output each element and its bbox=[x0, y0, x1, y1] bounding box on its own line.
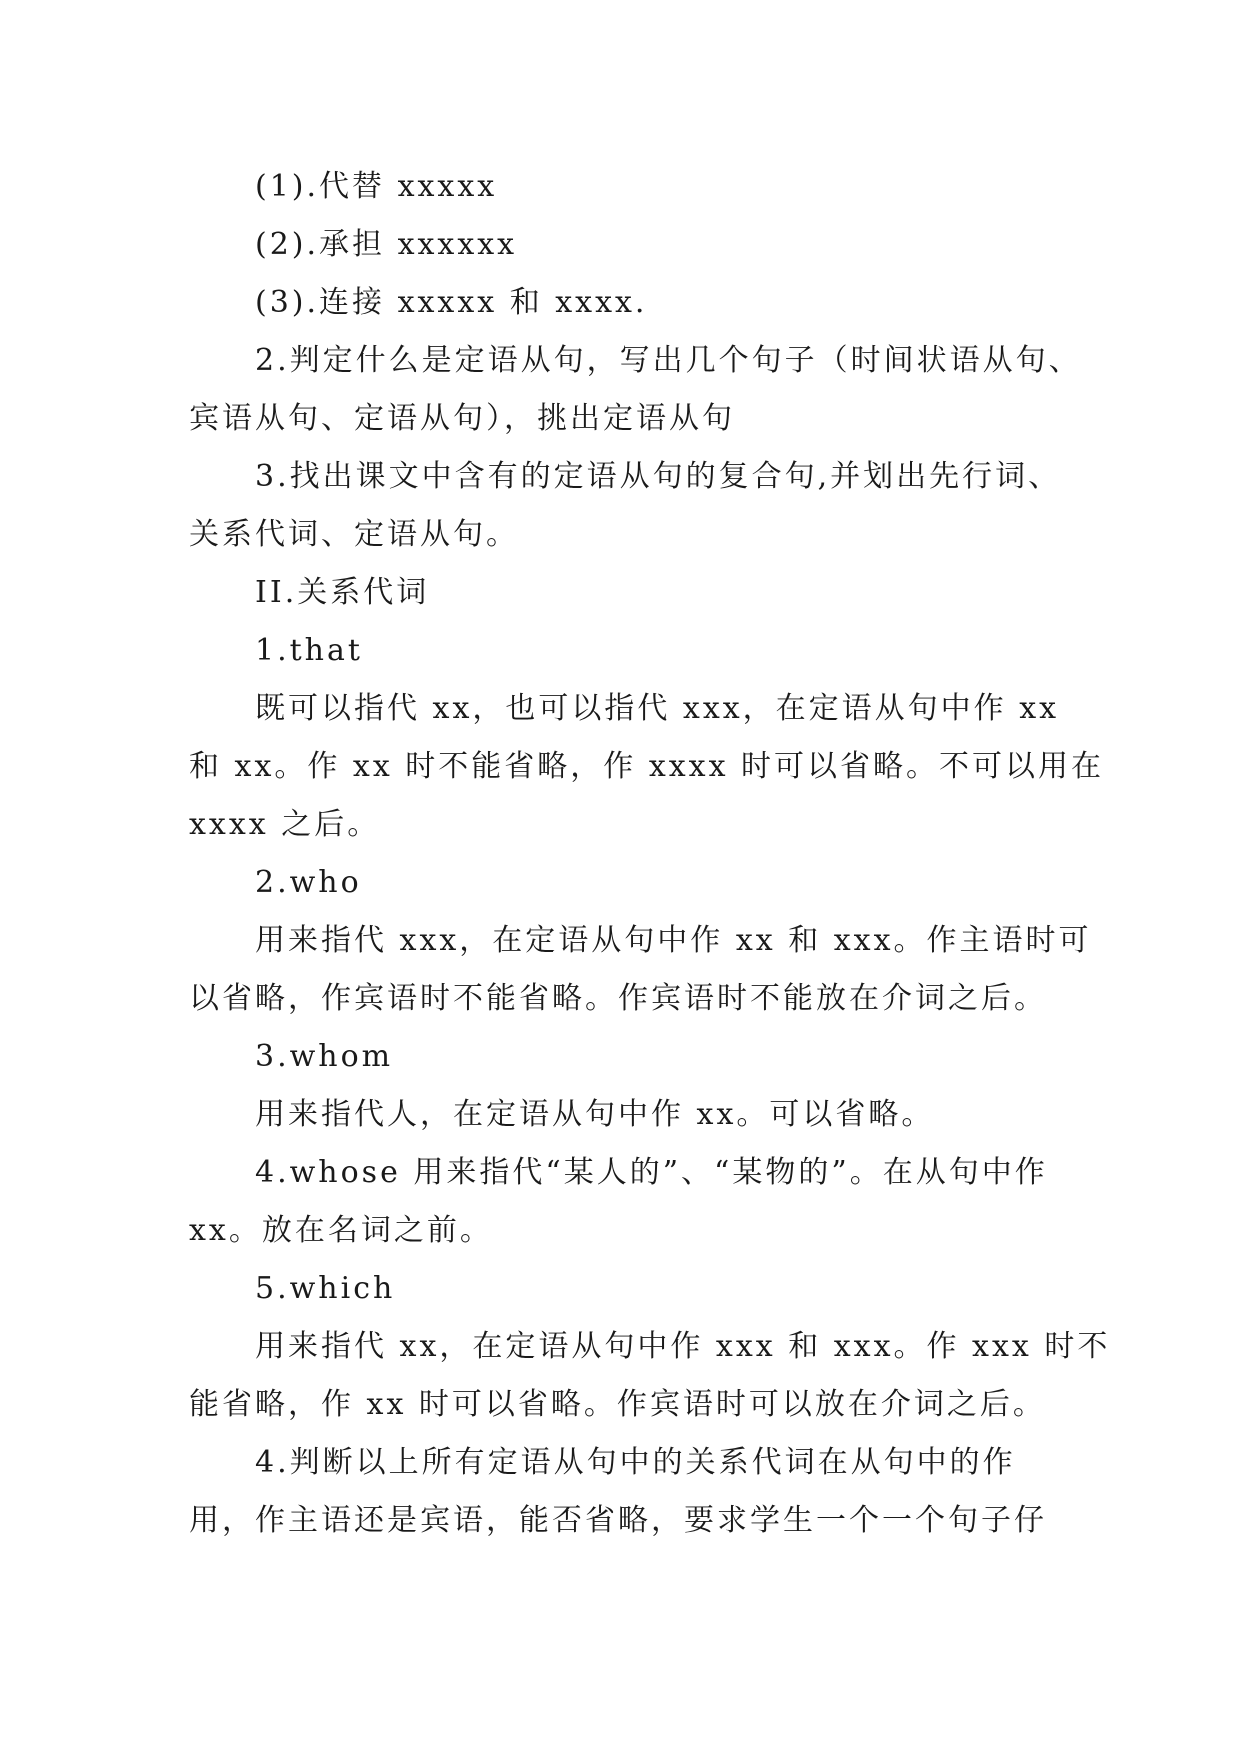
text-line: 以省略，作宾语时不能省略。作宾语时不能放在介词之后。 bbox=[189, 981, 1047, 1016]
text-line: 用来指代 xxx，在定语从句中作 xx 和 xxx。作主语时可 bbox=[255, 923, 1092, 958]
text-line: 4.whose 用来指代“某人的”、“某物的”。在从句中作 bbox=[255, 1155, 1048, 1190]
section-heading: II.关系代词 bbox=[255, 575, 430, 610]
item-heading: 5.which bbox=[255, 1271, 396, 1306]
text-line: 宾语从句、定语从句），挑出定语从句 bbox=[189, 401, 735, 436]
text-line: 3.找出课文中含有的定语从句的复合句,并划出先行词、 bbox=[255, 459, 1062, 494]
text-line: 用，作主语还是宾语，能否省略，要求学生一个一个句子仔 bbox=[189, 1503, 1047, 1538]
text-line: (2).承担 xxxxxx bbox=[255, 227, 518, 262]
item-heading: 2.who bbox=[255, 865, 362, 900]
item-heading: 1.that bbox=[255, 633, 363, 668]
text-line: xxxx 之后。 bbox=[189, 807, 381, 842]
text-line: xx。放在名词之前。 bbox=[189, 1213, 493, 1248]
text-line: (3).连接 xxxxx 和 xxxx. bbox=[255, 285, 648, 320]
text-line: 和 xx。作 xx 时不能省略，作 xxxx 时可以省略。不可以用在 bbox=[189, 749, 1105, 784]
text-line: 2.判定什么是定语从句，写出几个句子（时间状语从句、 bbox=[255, 343, 1082, 378]
text-line: 4.判断以上所有定语从句中的关系代词在从句中的作 bbox=[255, 1445, 1016, 1480]
text-line: (1).代替 xxxxx bbox=[255, 169, 498, 204]
text-line: 能省略，作 xx 时可以省略。作宾语时可以放在介词之后。 bbox=[189, 1387, 1046, 1422]
text-line: 既可以指代 xx，也可以指代 xxx，在定语从句中作 xx bbox=[255, 691, 1060, 726]
text-line: 用来指代人，在定语从句中作 xx。可以省略。 bbox=[255, 1097, 935, 1132]
document-body bbox=[189, 158, 1111, 1550]
text-line: 用来指代 xx，在定语从句中作 xxx 和 xxx。作 xxx 时不 bbox=[255, 1329, 1111, 1364]
item-heading: 3.whom bbox=[255, 1039, 394, 1074]
text-line: 关系代词、定语从句。 bbox=[189, 517, 519, 552]
